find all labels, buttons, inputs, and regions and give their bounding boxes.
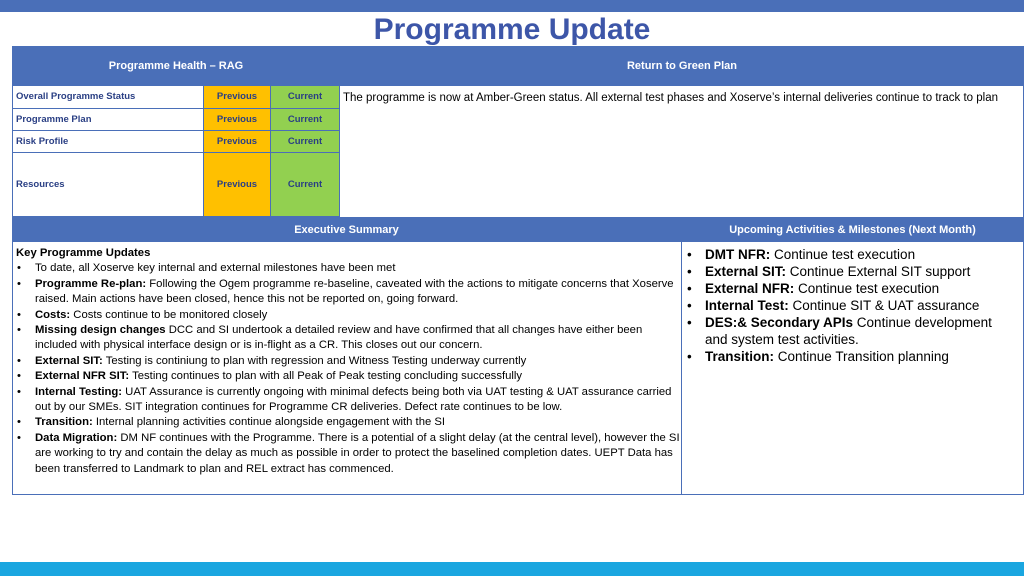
item-label: External NFR: [705,281,795,296]
list-item [16,431,680,477]
list-item [16,354,680,369]
item-text: DCC and SI undertook a detailed review and have confirmed that all changes have either been included with physical interface design or is in-flight as a CR. This closes out our concern. [35,324,643,352]
item-text: Continue External SIT support [786,264,971,279]
item-label: External SIT: [35,354,103,367]
green-plan-header: Return to Green Plan [340,46,1024,85]
rag-row-label: Resources [16,179,65,190]
item-text: Continue test execution [770,247,916,262]
list-item [16,369,680,384]
rag-row-label: Risk Profile [16,136,69,147]
rag-current-cell: Current [270,109,340,130]
rag-previous-cell: Previous [203,131,270,152]
list-item [16,415,680,430]
item-text: Costs continue to be monitored closely [70,308,268,321]
item-text: UAT Assurance is currently ongoing with minimal defects being both via UAT testing & UAT assurance carried out by our SMEs. SIT integration continues for Programme CR deliveries. Defect rate continues to be low. [35,385,672,414]
rag-current-cell: Current [270,85,340,108]
item-text: Following the Ogem programme re-baseline, caveated with the actions to mitigate concerns that Xoserve raised. Main actions have been closed, hence this not be reported on, going forward. [35,277,674,306]
executive-summary-content [16,246,680,477]
rag-current-cell: Current [270,131,340,152]
item-label: Internal Testing: [35,385,123,398]
item-label: External SIT: [705,264,787,279]
list-item [16,261,680,276]
item-text: Testing is continiung to plan with regression and Witness Testing underway currently [102,354,527,367]
item-text: Continue SIT & UAT assurance [788,298,980,313]
item-label: Transition: [35,416,93,429]
executive-summary-header: Executive Summary [12,218,681,241]
item-label: DES:& Secondary APIs [705,315,854,330]
list-item [686,348,1016,365]
item-label: DMT NFR: [705,247,771,262]
top-accent-bar [0,0,1024,12]
item-text: Continue development and system test activities. [705,315,992,347]
item-text: To date, all Xoserve key internal and external milestones have been met [35,262,396,275]
item-label: Transition: [705,349,775,364]
item-label: Missing design changes [35,324,166,337]
list-item [686,297,1016,314]
rag-previous-cell: Previous [203,109,270,130]
bottom-accent-bar [0,562,1024,576]
item-text: Internal planning activities continue alongside engagement with the SI [92,416,446,429]
green-plan-text: The programme is now at Amber-Green status. All external test phases and Xoserve’s internal deliveries continue to track to plan [343,92,998,104]
rag-row-label: Programme Plan [16,114,92,125]
item-text: DM NF continues with the Programme. There is a potential of a slight delay (at the central level), however the SI are working to try and contain the delay as much as possible in order to protect the baselined completion dates. UEPT Data has been transferred to Landmark to plan and REL extract has commenced. [35,431,680,475]
item-label: Data Migration: [35,431,118,444]
executive-summary-list [16,261,680,477]
item-text: Testing continues to plan with all Peak of Peak testing concluding successfully [129,370,523,383]
rag-row-label: Overall Programme Status [16,91,136,102]
item-text: Continue Transition planning [774,349,949,364]
rag-header: Programme Health – RAG [12,46,340,85]
list-item [16,323,680,354]
page-title: Programme Update [373,13,651,46]
item-label: External NFR SIT: [35,370,130,383]
list-item [16,277,680,308]
item-label: Programme Re-plan: [35,277,147,290]
rag-previous-cell: Previous [203,85,270,108]
key-updates-heading: Key Programme Updates [16,247,151,259]
list-item [16,308,680,323]
rag-current-cell: Current [270,153,340,216]
item-text: Continue test execution [794,281,940,296]
list-item [686,280,1016,297]
upcoming-activities-header: Upcoming Activities & Milestones (Next Month) [681,218,1024,241]
item-label: Costs: [35,308,71,321]
upcoming-activities-list [686,246,1016,365]
list-item [16,385,680,416]
item-label: Internal Test: [705,298,789,313]
list-item [686,246,1016,263]
list-item [686,263,1016,280]
rag-previous-cell: Previous [203,153,270,216]
upcoming-activities-content [686,246,1016,365]
list-item [686,314,1016,348]
